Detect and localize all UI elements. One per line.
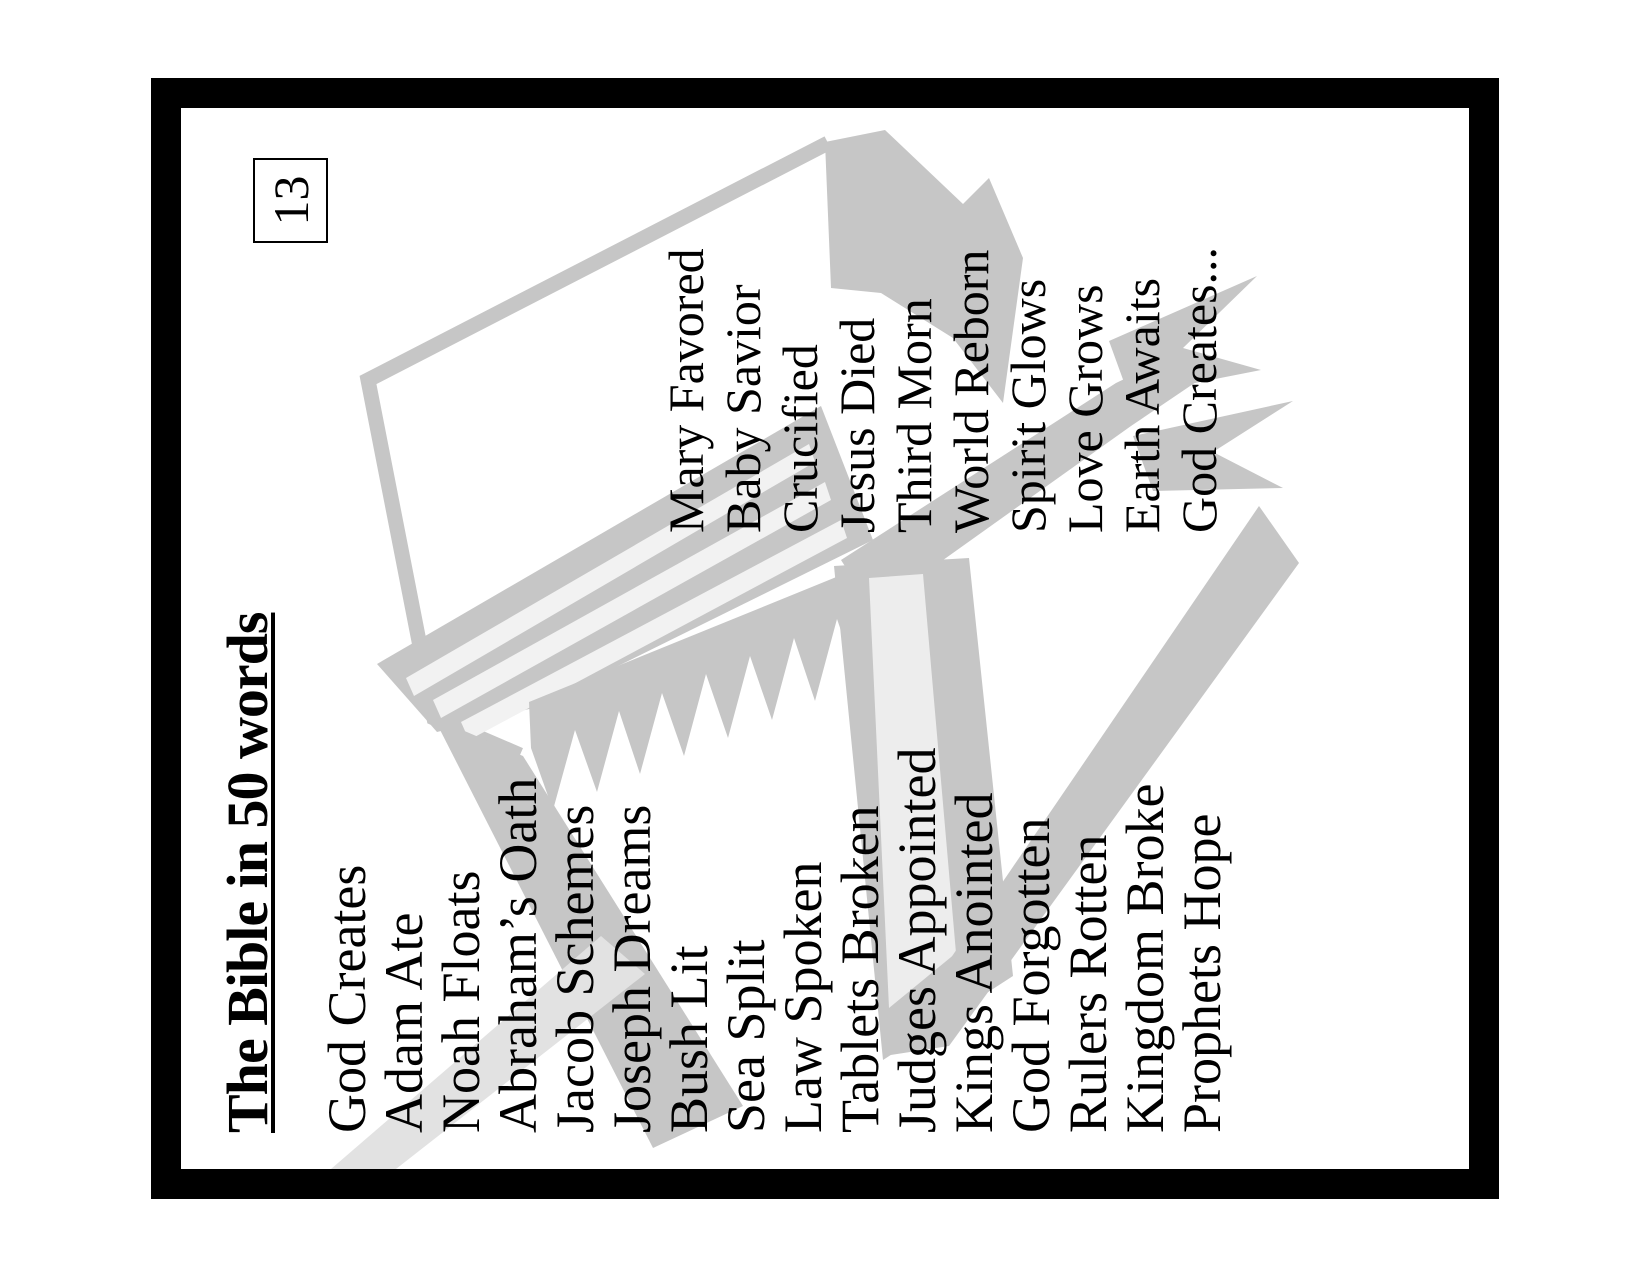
slide-frame [151, 78, 1499, 1199]
phrase-list-column-2 [658, 247, 1228, 533]
phrase-item: Love Grows [1057, 284, 1113, 533]
phrase-item: Jacob Schemes [545, 804, 605, 1133]
phrase-item: Mary Favored [658, 248, 714, 533]
phrase-item: God Forgotten [1001, 817, 1061, 1133]
phrase-item: Earth Awaits [1114, 277, 1170, 533]
page-number-box [253, 158, 328, 243]
phrase-item: Crucified [772, 344, 828, 533]
page-number: 13 [262, 175, 319, 226]
rotated-slide-content [181, 108, 1469, 1169]
phrase-item: Kings Anointed [944, 792, 1004, 1133]
phrase-item: World Reborn [943, 249, 999, 533]
phrase-item: God Creates... [1171, 246, 1227, 533]
phrase-item: Tablets Broken [830, 805, 890, 1133]
phrase-item: Judges Appointed [887, 747, 947, 1133]
phrase-item: Sea Split [716, 939, 776, 1133]
phrase-item: Prophets Hope [1172, 813, 1232, 1133]
phrase-item: Spirit Glows [1000, 278, 1056, 533]
phrase-item: Bush Lit [659, 945, 719, 1133]
phrase-item: Joseph Dreams [602, 804, 662, 1133]
phrase-item: Noah Floats [431, 870, 491, 1133]
page-title: The Bible in 50 words [215, 612, 280, 1133]
phrase-item: Kingdom Broke [1115, 783, 1175, 1133]
phrase-item: Law Spoken [773, 861, 833, 1133]
phrase-item: Third Morn [886, 298, 942, 533]
phrase-item: Jesus Died [829, 317, 885, 533]
phrase-item: Adam Ate [374, 912, 434, 1133]
phrase-item: Baby Savior [715, 284, 771, 533]
phrase-list-column-1 [319, 748, 1231, 1134]
phrase-item: Rulers Rotten [1058, 834, 1118, 1133]
phrase-item: Abraham’s Oath [488, 777, 548, 1133]
phrase-item: God Creates [317, 864, 377, 1133]
